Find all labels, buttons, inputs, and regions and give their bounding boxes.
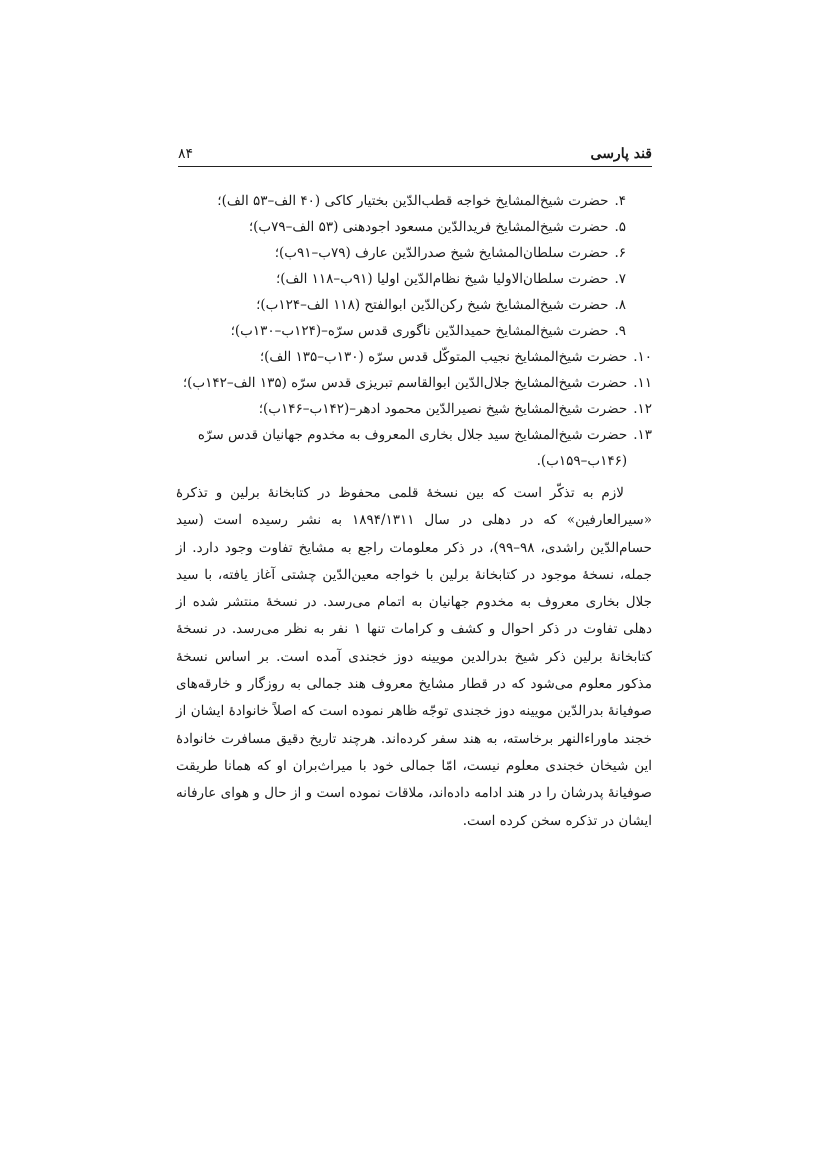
list-item (176, 318, 652, 344)
list-item-text: حضرت شیخ‌المشایخ شیخ رکن‌الدّین ابوالفتح (۱۱۸ الف–۱۲۴ب)؛ (256, 297, 609, 313)
list-item-text: حضرت سلطان‌المشایخ شیخ صدرالدّین عارف (۷۹ب–۹۱ب)؛ (274, 245, 609, 261)
manuscript-contents-list (176, 188, 652, 474)
list-item (176, 344, 652, 370)
list-item-text: حضرت شیخ‌المشایخ خواجه قطب‌الدّین بختیار کاکی (۴۰ الف–۵۳ الف)؛ (217, 193, 609, 209)
list-item (176, 214, 652, 240)
page-body (176, 188, 652, 835)
list-item-number: ۶. (614, 245, 626, 261)
list-item (176, 188, 652, 214)
list-item-text: حضرت شیخ‌المشایخ حمیدالدّین ناگوری قدس سرّه–(۱۲۴ب–۱۳۰ب)؛ (230, 323, 609, 339)
list-item-text: حضرت شیخ‌المشایخ جلال‌الدّین ابوالقاسم تبریزی قدس سرّه (۱۳۵ الف–۱۴۲ب)؛ (182, 375, 628, 391)
journal-title: قند پارسی (590, 146, 652, 162)
page-number: ۸۴ (178, 146, 194, 162)
list-item (176, 370, 652, 396)
list-item-number: ۱۰. (633, 349, 652, 365)
list-item-text: حضرت سلطان‌الاولیا شیخ نظام‌الدّین اولیا (۹۱ب–۱۱۸ الف)؛ (275, 271, 609, 287)
list-item (176, 266, 652, 292)
list-item-number: ۹. (614, 323, 626, 339)
list-item-number: ۱۱. (633, 375, 652, 391)
list-item (176, 292, 652, 318)
list-item-text: حضرت شیخ‌المشایخ فریدالدّین مسعود اجودهنی (۵۳ الف–۷۹ب)؛ (248, 219, 609, 235)
list-item-number: ۵. (614, 219, 626, 235)
list-item-number: ۱۲. (633, 401, 652, 417)
page-header (178, 146, 652, 167)
list-item-text: حضرت شیخ‌المشایخ نجیب المتوکّل قدس سرّه (۱۳۰ب–۱۳۵ الف)؛ (259, 349, 628, 365)
list-item (176, 422, 652, 474)
list-item-number: ۸. (614, 297, 626, 313)
list-item (176, 240, 652, 266)
list-item-number: ۷. (614, 271, 626, 287)
list-item-number: ۴. (614, 193, 626, 209)
list-item (176, 396, 652, 422)
list-item-text: حضرت شیخ‌المشایخ سید جلال بخاری المعروف به مخدوم جهانیان قدس سرّه (۱۴۶ب–۱۵۹ب). (197, 427, 628, 469)
list-item-number: ۱۳. (633, 427, 652, 443)
list-item-text: حضرت شیخ‌المشایخ شیخ نصیرالدّین محمود ادهر–(۱۴۲ب–۱۴۶ب)؛ (258, 401, 628, 417)
body-paragraph: لازم به تذکّر است که بین نسخهٔ قلمی محفوظ در کتابخانهٔ برلین و تذکرهٔ «سیرالعارفین» که در دهلی در سال ۱۸۹۴/۱۳۱۱ به نشر رسیده است (سید حسام‌الدّین راشدی، ۹۸–۹۹)، در ذکر معلومات راجع به مشایخ تفاوت وجود دارد. از جمله، نسخهٔ موجود در کتابخانهٔ برلین با خواجه معین‌الدّین چشتی آغاز یافته، با سید جلال بخاری معروف به مخدوم جهانیان به اتمام می‌رسد. در نسخهٔ منتشر شده از دهلی تفاوت در ذکر احوال و کشف و کرامات تنها ۱ نفر به نظر می‌رسد. در نسخهٔ کتابخانهٔ برلین ذکر شیخ بدرالدین مویینه دوز خجندی آمده است. بر اساس نسخهٔ مذکور معلوم می‌شود که در قطار مشایخ معروف هند جمالی به روزگار و خارقه‌های صوفیانهٔ بدرالدّین مویینه دوز خجندی توجّه ظاهر نموده است که اصلاً خانوادهٔ ایشان از خجند ماوراءالنهر برخاسته، به هند سفر کرده‌اند. هرچند تاریخ دقیق مسافرت خانوادهٔ این شیخان خجندی معلوم نیست، امّا جمالی خود با میراث‌بران او که همانا طریقت صوفیانهٔ پدرشان را در هند ادامه داده‌اند، ملاقات نموده است و از حال و هوای عارفانه ایشان در تذکره سخن کرده است. (176, 485, 653, 829)
